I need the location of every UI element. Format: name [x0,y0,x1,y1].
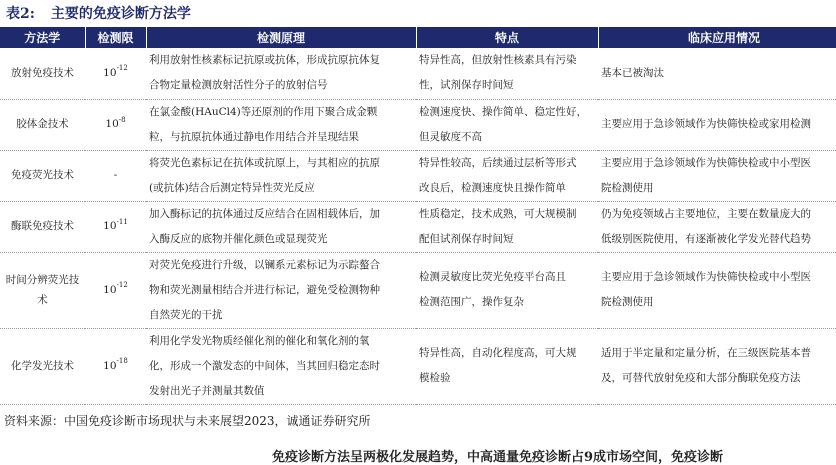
limit-cell [85,328,146,404]
table-row [0,201,836,252]
clinical-cell-line: 主要应用于急诊领域作为快筛快检或中小型医 [601,156,811,169]
method-cell: 时间分辨荧光技术 [0,252,85,328]
source-note: 资料来源：中国免疫诊断市场现状与未来展望2023，诚通证券研究所 [4,414,371,428]
principle-cell-line: 利用放射性核素标记抗原或抗体，形成抗原抗体复 [149,54,380,67]
clinical-cell-line: 低级别医院使用，有逐渐被化学发光替代趋势 [601,232,811,245]
principle-cell-line: 加入酶标记的抗体通过反应结合在固相载体后，加 [149,207,380,220]
principle-cell-line: 粒，与抗原抗体通过静电作用结合并呈现结果 [149,130,359,143]
method-cell: 胶体金技术 [0,99,85,150]
principle-cell-line: 发射出光子并测量其数值 [149,384,265,397]
feature-cell-line: 改良后，检测速度快且操作简单 [419,181,566,194]
feature-cell-line: 检测速度快、操作简单、稳定性好， [419,105,587,118]
feature-cell-line: 特异性较高，后续通过层析等形式 [419,156,577,169]
principle-cell-line: 将荧光色素标记在抗体或抗原上，与其相应的抗原 [149,156,380,169]
table-row [0,150,836,201]
clinical-cell-line: 院检测使用 [601,181,654,194]
table-header-row [0,27,836,48]
table-row [0,99,836,150]
limit-cell [85,252,146,328]
feature-cell-line: 配但试剂保存时间短 [419,232,514,245]
footer-heading: 免疫诊断方法呈两极化发展趋势，中高通量免疫诊断占9成市场空间，免疫诊断 [272,450,724,465]
table-caption: 主要的免疫诊断方法学 [50,6,191,22]
method-cell: 化学发光技术 [0,328,85,404]
clinical-cell-line: 基本已被淘汰 [601,66,664,79]
principle-cell [146,201,416,252]
limit-exponent: -12 [116,64,128,73]
methods-table [0,27,836,405]
principle-cell-line: 自然荧光的干扰 [149,308,223,321]
principle-cell [146,150,416,201]
principle-cell [146,48,416,99]
principle-cell-line: 化，形成一个激发态的中间体，当其回归稳定态时 [149,359,380,372]
principle-cell-line: 利用化学发光物质经催化剂的催化和氧化剂的氧 [149,334,370,347]
feature-cell-line: 特异性高，自动化程度高，可大规 [419,347,577,359]
clinical-cell-line: 院检测使用 [601,296,654,308]
table-row [0,328,836,404]
clinical-cell [598,48,836,99]
clinical-cell [598,99,836,150]
clinical-cell-line: 主要应用于急诊领域作为快筛快检或中小型医 [601,271,811,283]
limit-exponent: -11 [116,217,128,226]
principle-cell-line: 对荧光免疫进行升级，以镧系元素标记为示踪螯合 [149,258,380,271]
feature-cell-line: 模检验 [419,372,451,384]
limit-base: 10 [103,283,117,296]
header-clinical: 临床应用情况 [598,27,836,48]
feature-cell [416,328,598,404]
limit-base: 10 [103,359,117,372]
principle-cell-line: 物和荧光测量相结合并进行标记，避免受检测物种 [149,283,380,296]
feature-cell [416,150,598,201]
limit-cell [85,150,146,201]
header-feature: 特点 [416,27,598,48]
limit-base: 10 [103,66,117,79]
method-cell: 酶联免疫技术 [0,201,85,252]
clinical-cell [598,150,836,201]
limit-exponent: -8 [118,115,126,124]
header-method: 方法学 [0,27,85,48]
clinical-cell-line: 适用于半定量和定量分析，在三级医院基本普 [601,347,811,359]
principle-cell [146,328,416,404]
feature-cell-line: 但灵敏度不高 [419,130,482,143]
principle-cell-line: 在氯金酸(HAuCl4)等还原剂的作用下聚合成金颗 [149,105,378,118]
clinical-cell [598,328,836,404]
clinical-cell-line: 主要应用于急诊领域作为快筛快检或家用检测 [601,118,811,130]
limit-base: 10 [103,220,117,232]
limit-base: 10 [105,118,119,130]
limit-cell [85,48,146,99]
feature-cell [416,201,598,252]
feature-cell-line: 检测灵敏度比荧光免疫平台高且 [419,271,566,283]
principle-cell [146,252,416,328]
clinical-cell [598,201,836,252]
principle-cell-line: 合物定量检测放射活性分子的放射信号 [149,79,328,92]
principle-cell [146,99,416,150]
table-row [0,48,836,99]
header-limit: 检测限 [85,27,146,48]
feature-cell-line: 性，试剂保存时间短 [419,79,514,92]
limit-cell [85,99,146,150]
feature-cell [416,48,598,99]
feature-cell-line: 检测范围广，操作复杂 [419,296,524,308]
principle-cell-line: (或抗体)结合后测定特异性荧光反应 [149,181,315,194]
clinical-cell-line: 及，可替代放射免疫和大部分酶联免疫方法 [601,372,801,384]
limit-base: - [113,169,118,181]
clinical-cell-line: 仍为免疫领域占主要地位，主要在数量庞大的 [601,207,811,220]
limit-exponent: -18 [116,357,128,365]
method-cell: 免疫荧光技术 [0,150,85,201]
principle-cell-line: 入酶反应的底物并催化颜色或显现荧光 [149,232,328,245]
header-principle: 检测原理 [146,27,416,48]
feature-cell [416,99,598,150]
method-cell: 放射免疫技术 [0,48,85,99]
clinical-cell [598,252,836,328]
table-row [0,252,836,328]
table-number: 表2: [6,6,35,22]
feature-cell-line: 特异性高，但放射性核素具有污染 [419,54,577,67]
limit-exponent: -12 [116,281,128,289]
feature-cell [416,252,598,328]
table-title [6,3,191,25]
limit-cell [85,201,146,252]
feature-cell-line: 性质稳定，技术成熟，可大规模制 [419,207,577,220]
